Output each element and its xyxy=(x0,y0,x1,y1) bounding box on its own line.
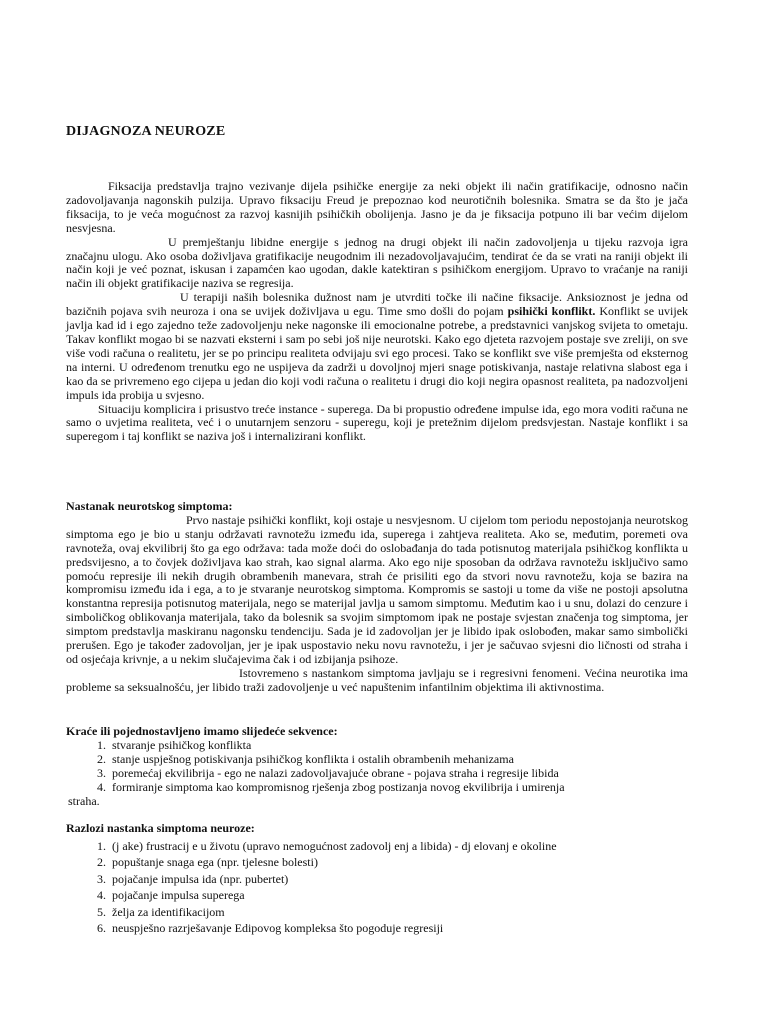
list-item: 3. pojačanje impulsa ida (npr. pubertet) xyxy=(97,871,289,886)
list-item: 2. stanje uspješnog potiskivanja psihičkog konflikta i ostalih obrambenih mehanizama xyxy=(97,751,514,766)
psihicki-konflikt-term: psihički konflikt. xyxy=(507,304,596,319)
paragraph-fiksacija: Fiksacija predstavlja trajno vezivanje dijela psihičke energije za neki objekt ili način gratifikacije, odnosno način zadovoljavanja nagonskih pulzija. Upravo fiksaciju Freud je prepoznao kod neurotičnih bolesnika. Smatra se da što je jača fiksacija, to je veća mogućnost za razvoj kasnijih psihičkih obolijenja. Jasno je da je fiksacija potpuno ili bar većim dijelom nesvjesna. xyxy=(66,179,688,235)
list-item: 1. (j ake) frustracij e u životu (upravo nemogućnost zadovolj enj a libida) - dj elovanj e okoline xyxy=(97,838,557,853)
section-heading-nastanak: Nastanak neurotskog simptoma: xyxy=(66,499,233,513)
paragraph-regresija: Istovremeno s nastankom simptoma javljaju se i regresivni fenomeni. Većina neurotika ima probleme sa seksualnošću, jer libido traži zadovoljenje u već napuštenim infantilnim objektima ili aktivnostima. xyxy=(66,665,688,694)
list-item: 1. stvaranje psihičkog konflikta xyxy=(97,737,252,752)
sequence-section xyxy=(66,725,688,808)
section-heading-razlozi: Razlozi nastanka simptoma neuroze: xyxy=(66,821,255,835)
paragraph-nastanak: Prvo nastaje psihički konflikt, koji ostaje u nesvjesnom. U cijelom tom periodu nepostojanja neurotskog simptoma ego je bio u stanju održavati ravnotežu između ida, superega i zahtjeva realiteta. Ako se, međutim, poremeti ova ravnoteža, ovaj ekvilibrij što ga ego održava: tada može doći do oslobađanja do tada potisnutog materijala psihičkog konflikta u predsvijesno, a to čovjek doživljava kao strah, kao signal alarma. Ako ego nije sposoban da održava ravnotežu isključivo samo pomoću represije ili nekih drugih obrambenih manevara, strah će prisiliti ego da stvori novu ravnotežu, koja se bazira na kompromisu između ida i ega, a to je stvaranje neurotskog simptoma. Kompromis se sastoji u tome da više ne postoji apsolutna konstantna represija potisnutog materijala, nego se materijal javlja u samom simptomu. Međutim kao i u snu, dolazi do cenzure i simboličkog oblikovanja materijala, tako da bolesnik sa svojim simptomom ipak ne postaje svjestan značenja tog simptoma, jer simptom predstavlja maskiranu nagonsku tendenciju. Sada je id zadovoljan jer je libido ipak oslobođen, makar samo simbolički prerušen. Ego je također zadovoljan, jer je ipak uspostavio neku novu ravnotežu, i jer je sačuvao svjesni dio ličnosti od straha i od osjećaja krivnje, a u nekim slučajevima čak i od izbijanja psihoze. xyxy=(66,512,688,666)
reasons-list xyxy=(66,838,688,937)
symptom-origin-section xyxy=(66,500,688,695)
page-title: DIJAGNOZA NEUROZE xyxy=(66,124,226,139)
reasons-section xyxy=(66,822,688,937)
list-item: 3. poremećaj ekvilibrija - ego ne nalazi zadovoljavajuće obrane - pojava straha i regresije libida xyxy=(97,765,559,780)
terapija-text-a: U terapiji naših bolesnika dužnost nam je utvrditi točke ili načine fiksacije. Anksioznost je jedna od bazičnih pojava svih neuroza i ona se uvijek doživljava u egu. Time smo došli do pojam xyxy=(66,290,688,319)
paragraph-superego: Situaciju komplicira i prisustvo treće instance - superega. Da bi propustio određene impulse ida, ego mora voditi računa ne samo o uvjetima realiteta, već i o unutarnjem senzoru - superegu, koji je pretežnim dijelom predsvjestan. Nastaje konflikt i sa superegom i taj konflikt se naziva još i internalizirani konflikt. xyxy=(66,401,688,444)
list-item: 2. popuštanje snaga ega (npr. tjelesne bolesti) xyxy=(97,855,318,870)
paragraph-premjestanje: U premještanju libidne energije s jednog na drugi objekt ili način zadovoljenja u tijeku razvoja igra značajnu ulogu. Ako osoba doživljava gratifikacije neugodnim ili nezadovoljavajućim, tendirat će da se vrati na raniji objekt ili način koji je već poznat, iskusan i zapamćen kao ugodan, dakle katektiran s psihičkom energijom. Upravo to vraćanje na raniji način ili objekt gratifikacije naziva se regresija. xyxy=(66,234,688,291)
list-item: 4. formiranje simptoma kao kompromisnog rješenja zbog postizanja novog ekvilibrija i umirenja xyxy=(97,779,565,794)
list-item: 5. želja za identifikacijom xyxy=(97,904,225,919)
paragraph-terapija xyxy=(66,291,688,402)
section-heading-sekvence: Kraće ili pojednostavljeno imamo slijedeće sekvence: xyxy=(66,724,338,738)
terapija-text-b: Konflikt se uvijek javlja kad id i ego zajedno teže zadovoljenju neke nagonske ili emocionalne potrebe, a predstavnici vanjskog svijeta to ometaju. Takav konflikt mogao bi se nazvati eksterni i sam po sebi još nije neurotski. Kako ego djeteta razvojem postaje sve zreliji, on sve više vodi računa o realitetu, jer se po principu realiteta odvijaju svi ego procesi. Tako se konflikt sve više premješta od eksternog na interni. U određenom trenutku ego ne uspijeva da zadrži u dovoljnoj mjeri snage potiskivanja, nastaje relativna slabost ega i kao da se privremeno ego cijepa u jedan dio koji vodi računa o realitetu i drugi dio koji negira opasnost realiteta, pa nadozvoljeni impuls ida probija u svjesno. xyxy=(66,304,689,402)
intro-section xyxy=(66,180,688,444)
list-item: 4. pojačanje impulsa superega xyxy=(97,888,245,903)
sequence-list xyxy=(66,739,688,795)
list-item-continuation: straha. xyxy=(68,793,100,808)
list-item: 6. neuspješno razrješavanje Edipovog kompleksa što pogoduje regresiji xyxy=(97,921,444,936)
